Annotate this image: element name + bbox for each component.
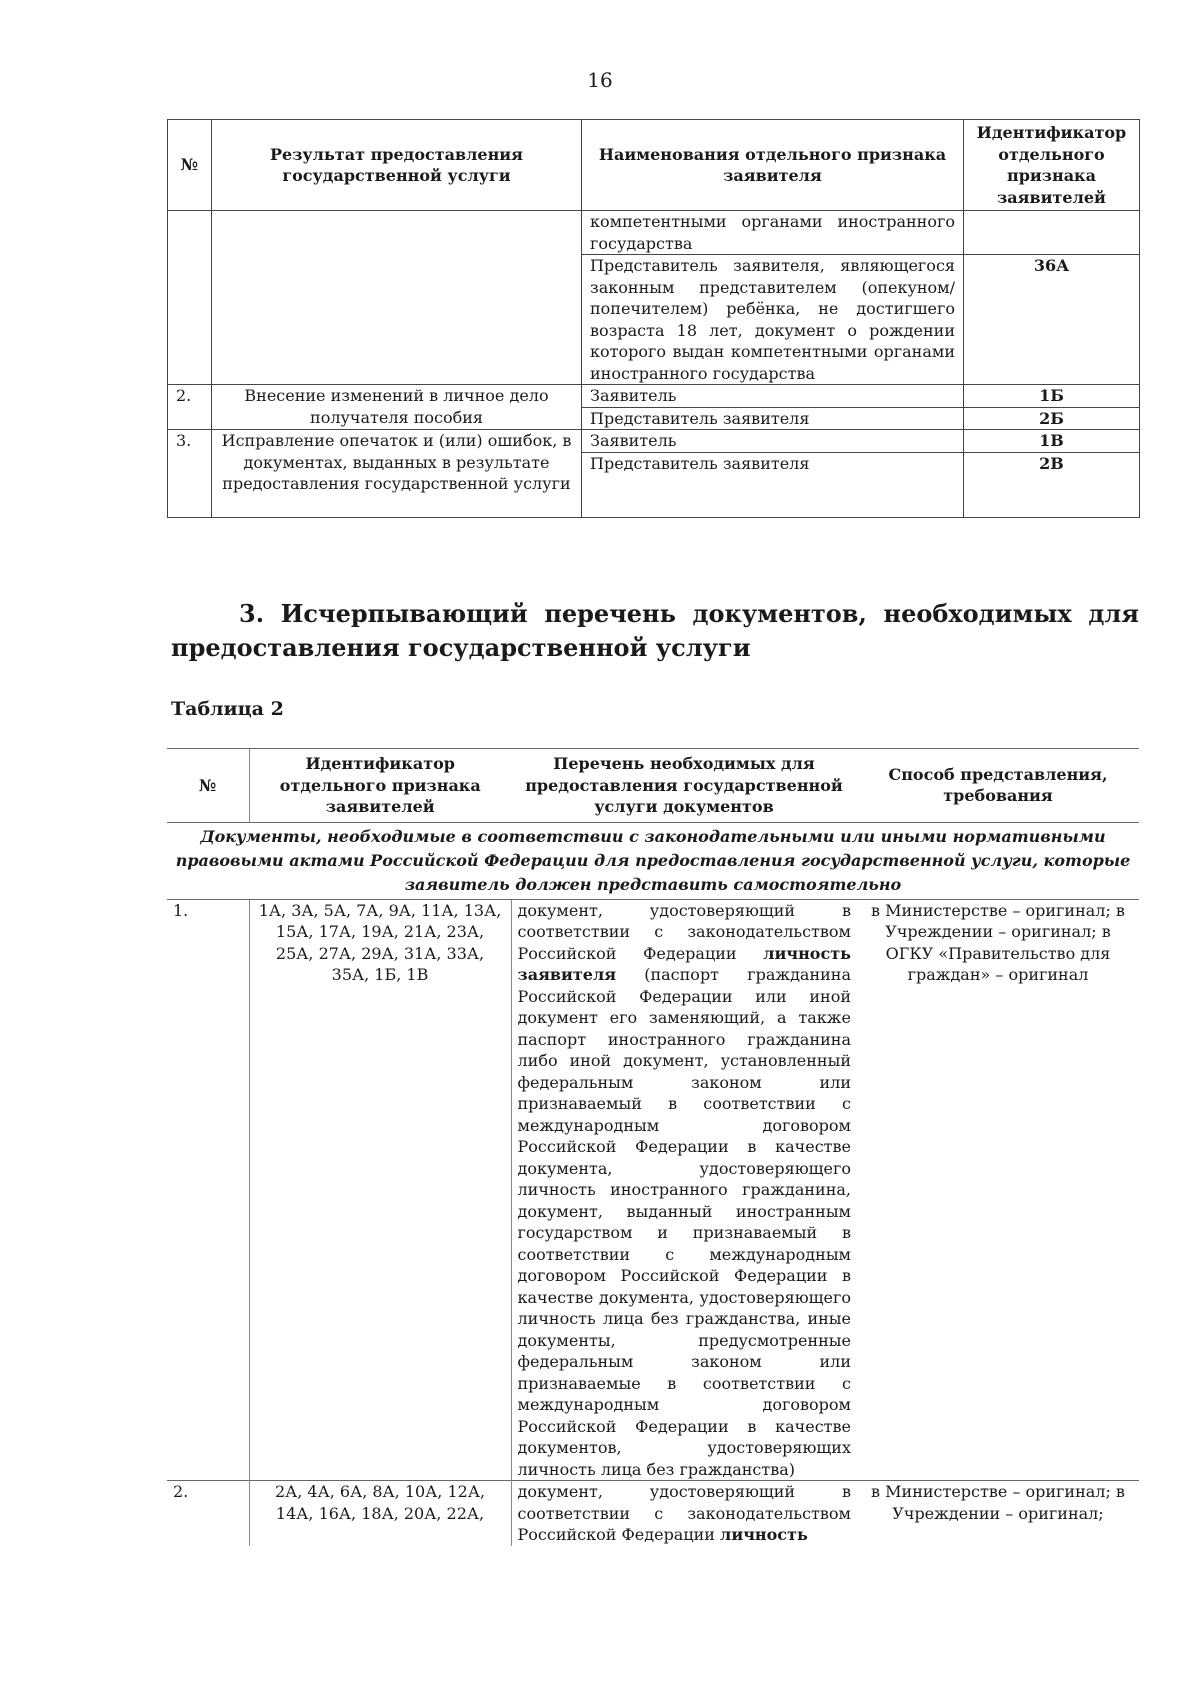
heading-word: перечень xyxy=(544,599,676,628)
documents-table xyxy=(167,748,1139,1546)
cell-identifier: 36А xyxy=(964,255,1140,385)
document-text: (паспорт гражданина Российской Федерации или иной документ его заменяющий, а также паспорт иностранного гражданина либо иной документ, установленный федеральным законом или признаваемый в соответствии с международным договором Российской Федерации в качестве документа, удостоверяющего личность иностранного гражданина, документ, выданный иностранным государством и признаваемый в соответствии с международным договором Российской Федерации в качестве документа, удостоверяющего личность лица без гражданства, иные документы, предусмотренные федеральным законом или признаваемые в соответствии с международным договором Российской Федерации в качестве документов, удостоверяющих личность лица без гражданства) xyxy=(517,965,851,1479)
cell-identifiers: 1А, 3А, 5А, 7А, 9А, 11А, 13А, 15А, 17А, 19А, 21А, 23А, 25А, 27А, 29А, 31А, 33А, 35А, 1Б, 1В xyxy=(249,899,511,1481)
document-text-bold: личность заявителя xyxy=(517,943,851,984)
cell-identifier: 1В xyxy=(964,430,1140,453)
table-row xyxy=(168,385,1140,408)
cell-num: 3. xyxy=(168,430,212,518)
heading-line-2: предоставления государственной услуги xyxy=(171,633,751,662)
cell-attribute: Представитель заявителя, являющегося законным представителем (опекуном/попечителем) ребёнка, не достигшего возраста 18 лет, документ о рождении которого выдан компетентными органами иностранного государства xyxy=(582,255,964,385)
cell-attribute: Заявитель xyxy=(582,385,964,408)
cell-attribute: Представитель заявителя xyxy=(582,452,964,517)
document-text-bold: личность xyxy=(720,1525,808,1544)
document-text: документ, удостоверяющий в соответствии с законодательством Российской Федерации xyxy=(517,900,851,963)
table-label: Таблица 2 xyxy=(171,698,284,720)
page-number: 16 xyxy=(587,68,613,92)
cell-attribute: компетентными органами иностранного государства xyxy=(582,211,964,255)
document-text: документ, удостоверяющий в соответствии с законодательством Российской Федерации xyxy=(517,1482,851,1544)
table-row xyxy=(167,1481,1139,1546)
table-header-row xyxy=(167,749,1139,823)
heading-word: Исчерпывающий xyxy=(280,599,528,628)
cell-result: Внесение изменений в личное дело получателя пособия xyxy=(212,385,582,430)
header-method: Способ представления, требования xyxy=(857,749,1139,823)
header-documents: Перечень необходимых для предоставления государственной услуги документов xyxy=(511,749,857,823)
applicant-attributes-table xyxy=(167,119,1140,518)
header-attribute: Наименования отдельного признака заявителя xyxy=(582,120,964,211)
header-num: № xyxy=(167,749,249,823)
table-row xyxy=(168,211,1140,255)
table-header-row xyxy=(168,120,1140,211)
cell-num: 2. xyxy=(168,385,212,430)
cell-result: Исправление опечаток и (или) ошибок, в документах, выданных в результате предоставления государственной услуги xyxy=(212,430,582,518)
cell-num xyxy=(168,211,212,385)
heading-word: документов, xyxy=(692,599,867,628)
cell-document xyxy=(511,1481,857,1546)
header-num: № xyxy=(168,120,212,211)
header-identifier: Идентификатор отдельного признака заявителей xyxy=(249,749,511,823)
cell-identifier: 2В xyxy=(964,452,1140,517)
heading-word: для xyxy=(1088,599,1139,628)
cell-method: в Министерстве – оригинал; в Учреждении – оригинал; xyxy=(857,1481,1139,1546)
cell-identifier: 2Б xyxy=(964,407,1140,430)
section-number: 3. xyxy=(239,599,265,628)
cell-attribute: Представитель заявителя xyxy=(582,407,964,430)
heading-word: необходимых xyxy=(883,599,1072,628)
cell-num: 1. xyxy=(167,899,249,1481)
header-result: Результат предоставления государственной услуги xyxy=(212,120,582,211)
cell-result xyxy=(212,211,582,385)
group-title-row xyxy=(167,822,1139,899)
section-heading xyxy=(171,597,1139,665)
cell-identifier: 1Б xyxy=(964,385,1140,408)
group-title: Документы, необходимые в соответствии с законодательными или иными нормативными правовыми актами Российской Федерации для предоставления государственной услуги, которые заявитель должен представить самостоятельно xyxy=(167,822,1139,899)
table-row xyxy=(168,430,1140,453)
table-row xyxy=(167,899,1139,1481)
cell-identifiers: 2А, 4А, 6А, 8А, 10А, 12А, 14А, 16А, 18А, 20А, 22А, xyxy=(249,1481,511,1546)
cell-method: в Министерстве – оригинал; в Учреждении – оригинал; в ОГКУ «Правительство для граждан» – оригинал xyxy=(857,899,1139,1481)
header-identifier: Идентификатор отдельного признака заявителей xyxy=(964,120,1140,211)
cell-document xyxy=(511,899,857,1481)
cell-identifier xyxy=(964,211,1140,255)
cell-attribute: Заявитель xyxy=(582,430,964,453)
cell-num: 2. xyxy=(167,1481,249,1546)
